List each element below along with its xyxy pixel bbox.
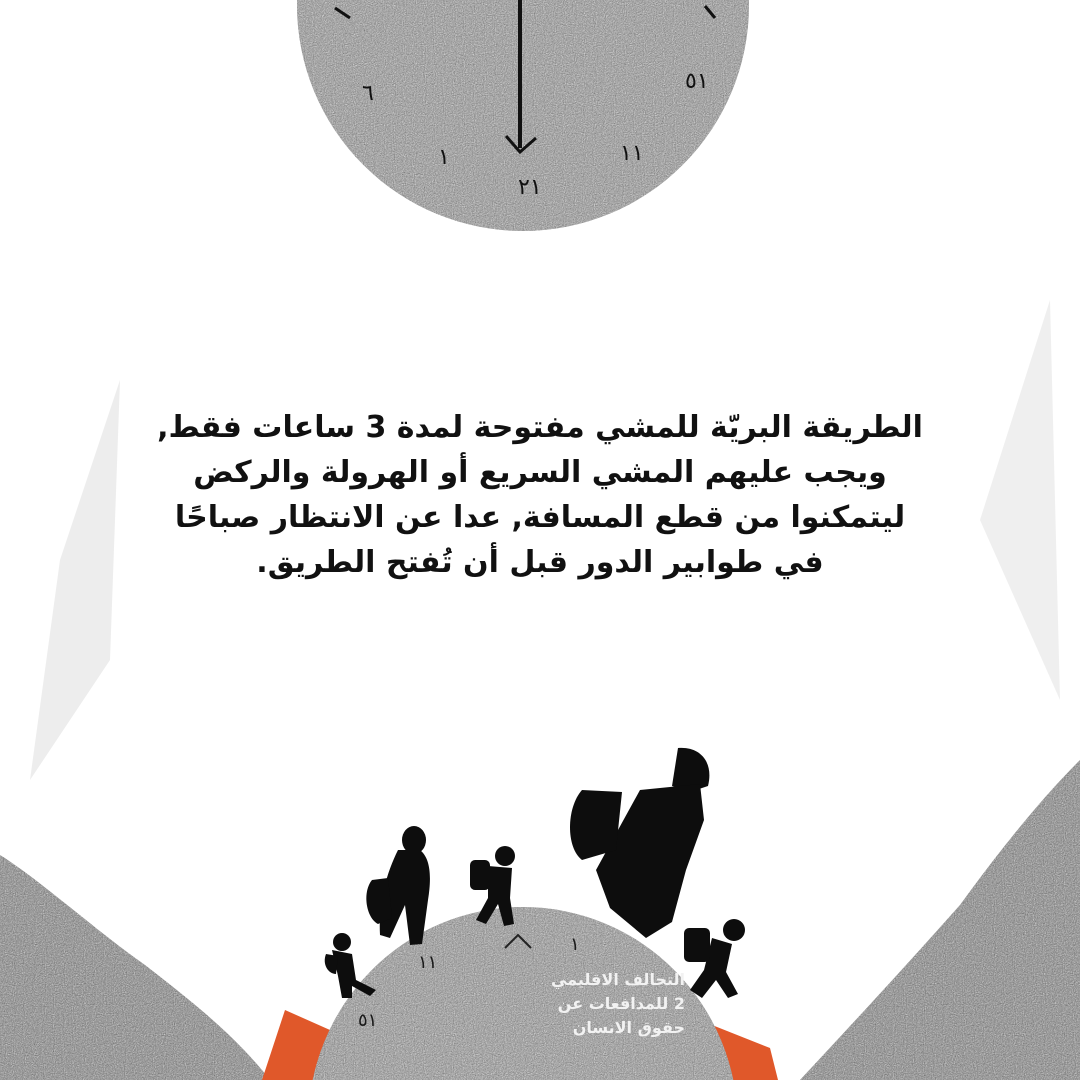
- top-clock-numeral-51: ٥١: [685, 69, 709, 94]
- caption-line-4: في طوابير الدور قبل أن تُفتح الطريق.: [256, 545, 824, 580]
- left-textured-mountain: [0, 840, 300, 1080]
- bottom-clock-numeral-51: ٥١: [358, 1010, 378, 1031]
- walking-person-silhouette-icon: [366, 826, 430, 945]
- logo-line-2-text: للمدافعات عن: [557, 994, 669, 1013]
- top-clock-numeral-11: ١١: [620, 141, 644, 166]
- top-clock: [290, 0, 760, 235]
- top-clock-numeral-1: ١: [438, 145, 450, 170]
- top-clock-numeral-6: ٦: [362, 81, 374, 106]
- caption-text: [120, 405, 960, 585]
- organization-logo: [455, 968, 685, 1040]
- caption-line-2: ويجب عليهم المشي السريع أو الهرولة والركض: [193, 455, 887, 490]
- caption-line-3: ليتمكنوا من قطع المسافة, عدا عن الانتظار صباحًا: [174, 500, 906, 535]
- logo-number: 2: [673, 994, 685, 1013]
- bottom-clock-numeral-11: ١١: [418, 952, 438, 973]
- walking-person-silhouette-icon: [325, 933, 376, 998]
- logo-line-1: التحالف الاقليمي: [550, 970, 685, 989]
- right-textured-mountain: [780, 750, 1080, 1080]
- logo-line-3: حقوق الانسان: [572, 1018, 685, 1037]
- walking-person-silhouette-icon: [570, 748, 709, 938]
- caption-line-1: الطريقة البريّة للمشي مفتوحة لمدة 3 ساعات فقط,: [157, 410, 923, 445]
- logo-line-2: [455, 992, 685, 1016]
- top-clock-numeral-21: ٢١: [518, 175, 542, 200]
- walking-person-silhouette-icon: [684, 919, 745, 998]
- bottom-clock-numeral-1: ١: [570, 934, 580, 955]
